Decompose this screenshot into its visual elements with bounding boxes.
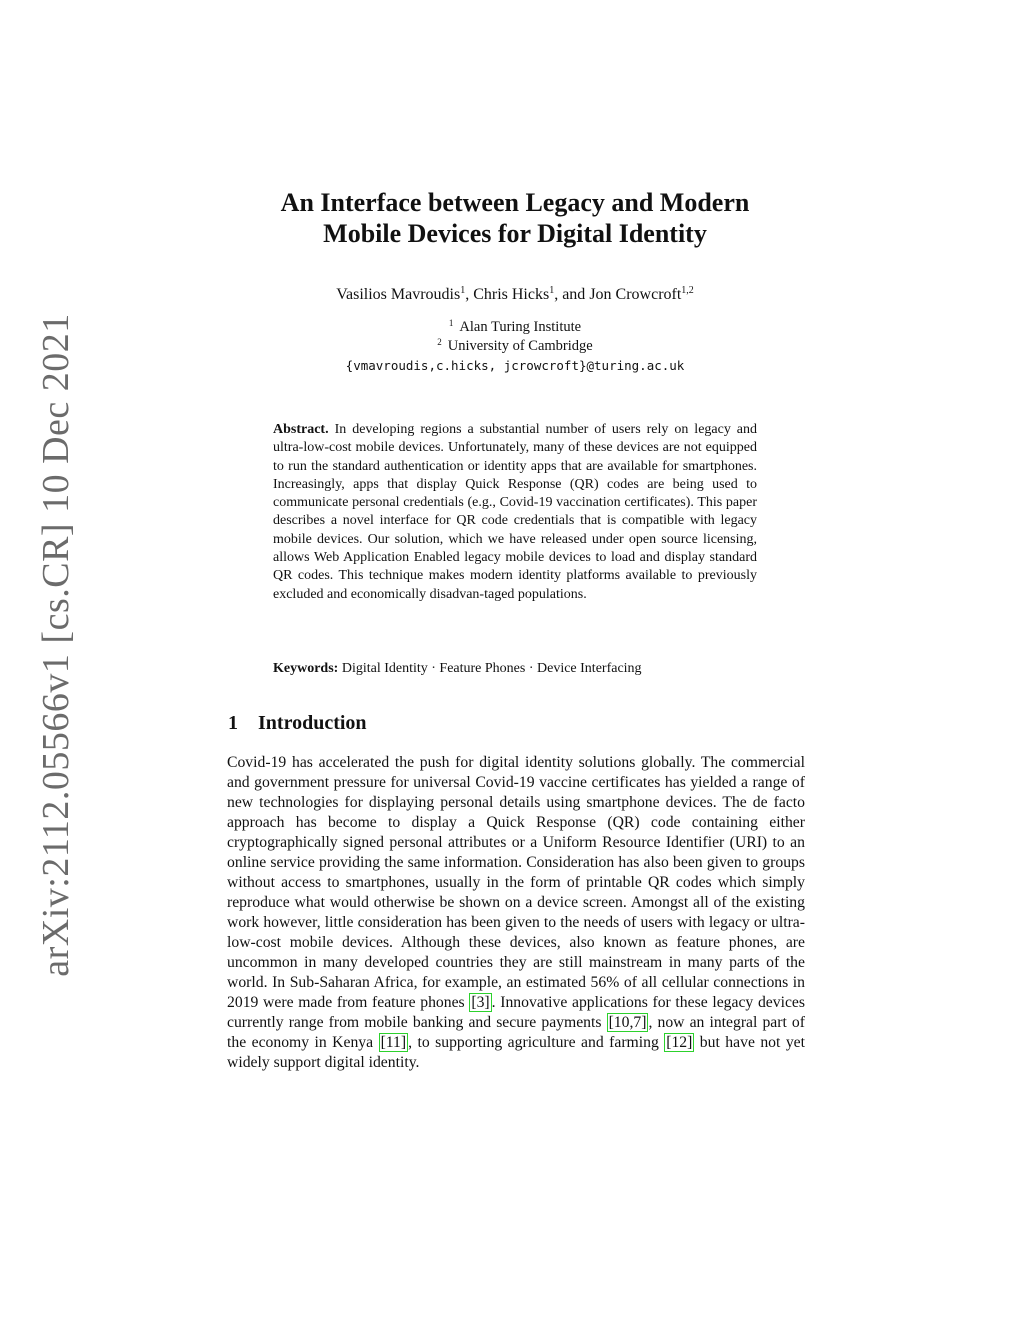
author-name: Vasilios Mavroudis: [336, 286, 461, 303]
author-affiliation-mark: 1: [460, 285, 466, 296]
paragraph-text: Covid-19 has accelerated the push for digital identity solutions globally. The commercial and government pressure for universal Covid-19 vaccine certificates has yielded a range of new technologies for displaying personal details using smartphone devices. The de facto approach has become to display a Quick Response (QR) code containing either cryptographically signed personal attributes or a Uniform Resource Identifier (URI) to an online service providing the same information. Consideration has also been given to groups without access to smartphones, usually in the form of printable QR codes which simply reproduce what would otherwise be shown on a device screen. Amongst all of the existing work however, little consideration has been given to the needs of users with legacy or ultra-low-cost mobile devices. Although these devices, also known as feature phones, are uncommon in many developed countries they are still mainstream in many parts of the world. In Sub-Saharan Africa, for example, an estimated 56% of all cellular connections in 2019 were made from feature phones: [227, 754, 805, 1011]
introduction-paragraph: [227, 753, 805, 1073]
section-heading-introduction: [228, 710, 367, 736]
title-line-2: Mobile Devices for Digital Identity: [323, 219, 707, 248]
paragraph-text: , to supporting agriculture and farming: [408, 1034, 665, 1051]
paragraph-text: but have not yet widely support digital identity.: [227, 1034, 805, 1071]
author-affiliation-mark: 1,2: [681, 285, 694, 296]
section-title: Introduction: [258, 712, 367, 734]
citation-link[interactable]: [10,7]: [608, 1014, 647, 1031]
paper-title: [230, 187, 800, 249]
abstract: [273, 421, 757, 604]
abstract-label: Abstract.: [273, 422, 329, 437]
arxiv-identifier: arXiv:2112.05566v1 [cs.CR] 10 Dec 2021: [35, 313, 77, 977]
title-line-1: An Interface between Legacy and Modern: [280, 188, 750, 217]
keywords-label: Keywords:: [273, 661, 339, 676]
author-name: Jon Crowcroft: [589, 286, 682, 303]
affiliation: [230, 318, 800, 337]
affiliation: [230, 337, 800, 356]
affiliations: [230, 318, 800, 375]
paragraph-text: , now an integral part of the economy in Kenya: [227, 1014, 805, 1051]
affiliation-mark: 2: [437, 337, 442, 347]
author-emails: {vmavroudis,c.hicks, jcrowcroft}@turing.ac.uk: [345, 358, 685, 373]
affiliation-name: Alan Turing Institute: [459, 319, 582, 335]
affiliation-name: University of Cambridge: [447, 338, 593, 354]
affiliation-mark: 1: [448, 318, 454, 328]
paragraph-text: . Innovative applications for these legacy devices currently range from mobile banking and secure payments: [227, 994, 805, 1031]
keywords-text: Digital Identity · Feature Phones · Device Interfacing: [341, 661, 642, 676]
author-separator: ,: [465, 286, 474, 303]
citation-link[interactable]: [11]: [380, 1034, 407, 1051]
keywords: [273, 660, 757, 678]
author-affiliation-mark: 1: [549, 285, 555, 296]
citation-link[interactable]: [3]: [471, 994, 490, 1011]
author-name: Chris Hicks: [473, 286, 550, 303]
author-separator: , and: [554, 286, 590, 303]
section-number: 1: [228, 712, 238, 734]
author-list: [230, 285, 800, 305]
abstract-text: In developing regions a substantial number of users rely on legacy and ultra-low-cost mobile devices. Unfortunately, many of these devices are not equipped to run the standard authentication or identity apps that are available for smartphones. Increasingly, apps that display Quick Response (QR) codes are being used to communicate personal credentials (e.g., Covid-19 vaccination certificates). This paper describes a novel interface for QR code credentials that is compatible with legacy mobile devices. Our solution, which we have released under open source licensing, allows Web Application Enabled legacy mobile devices to load and display standard QR codes. This technique makes modern identity platforms available to previously excluded and economically disadvan-taged populations.: [273, 422, 758, 602]
citation-link[interactable]: [12]: [666, 1034, 693, 1051]
